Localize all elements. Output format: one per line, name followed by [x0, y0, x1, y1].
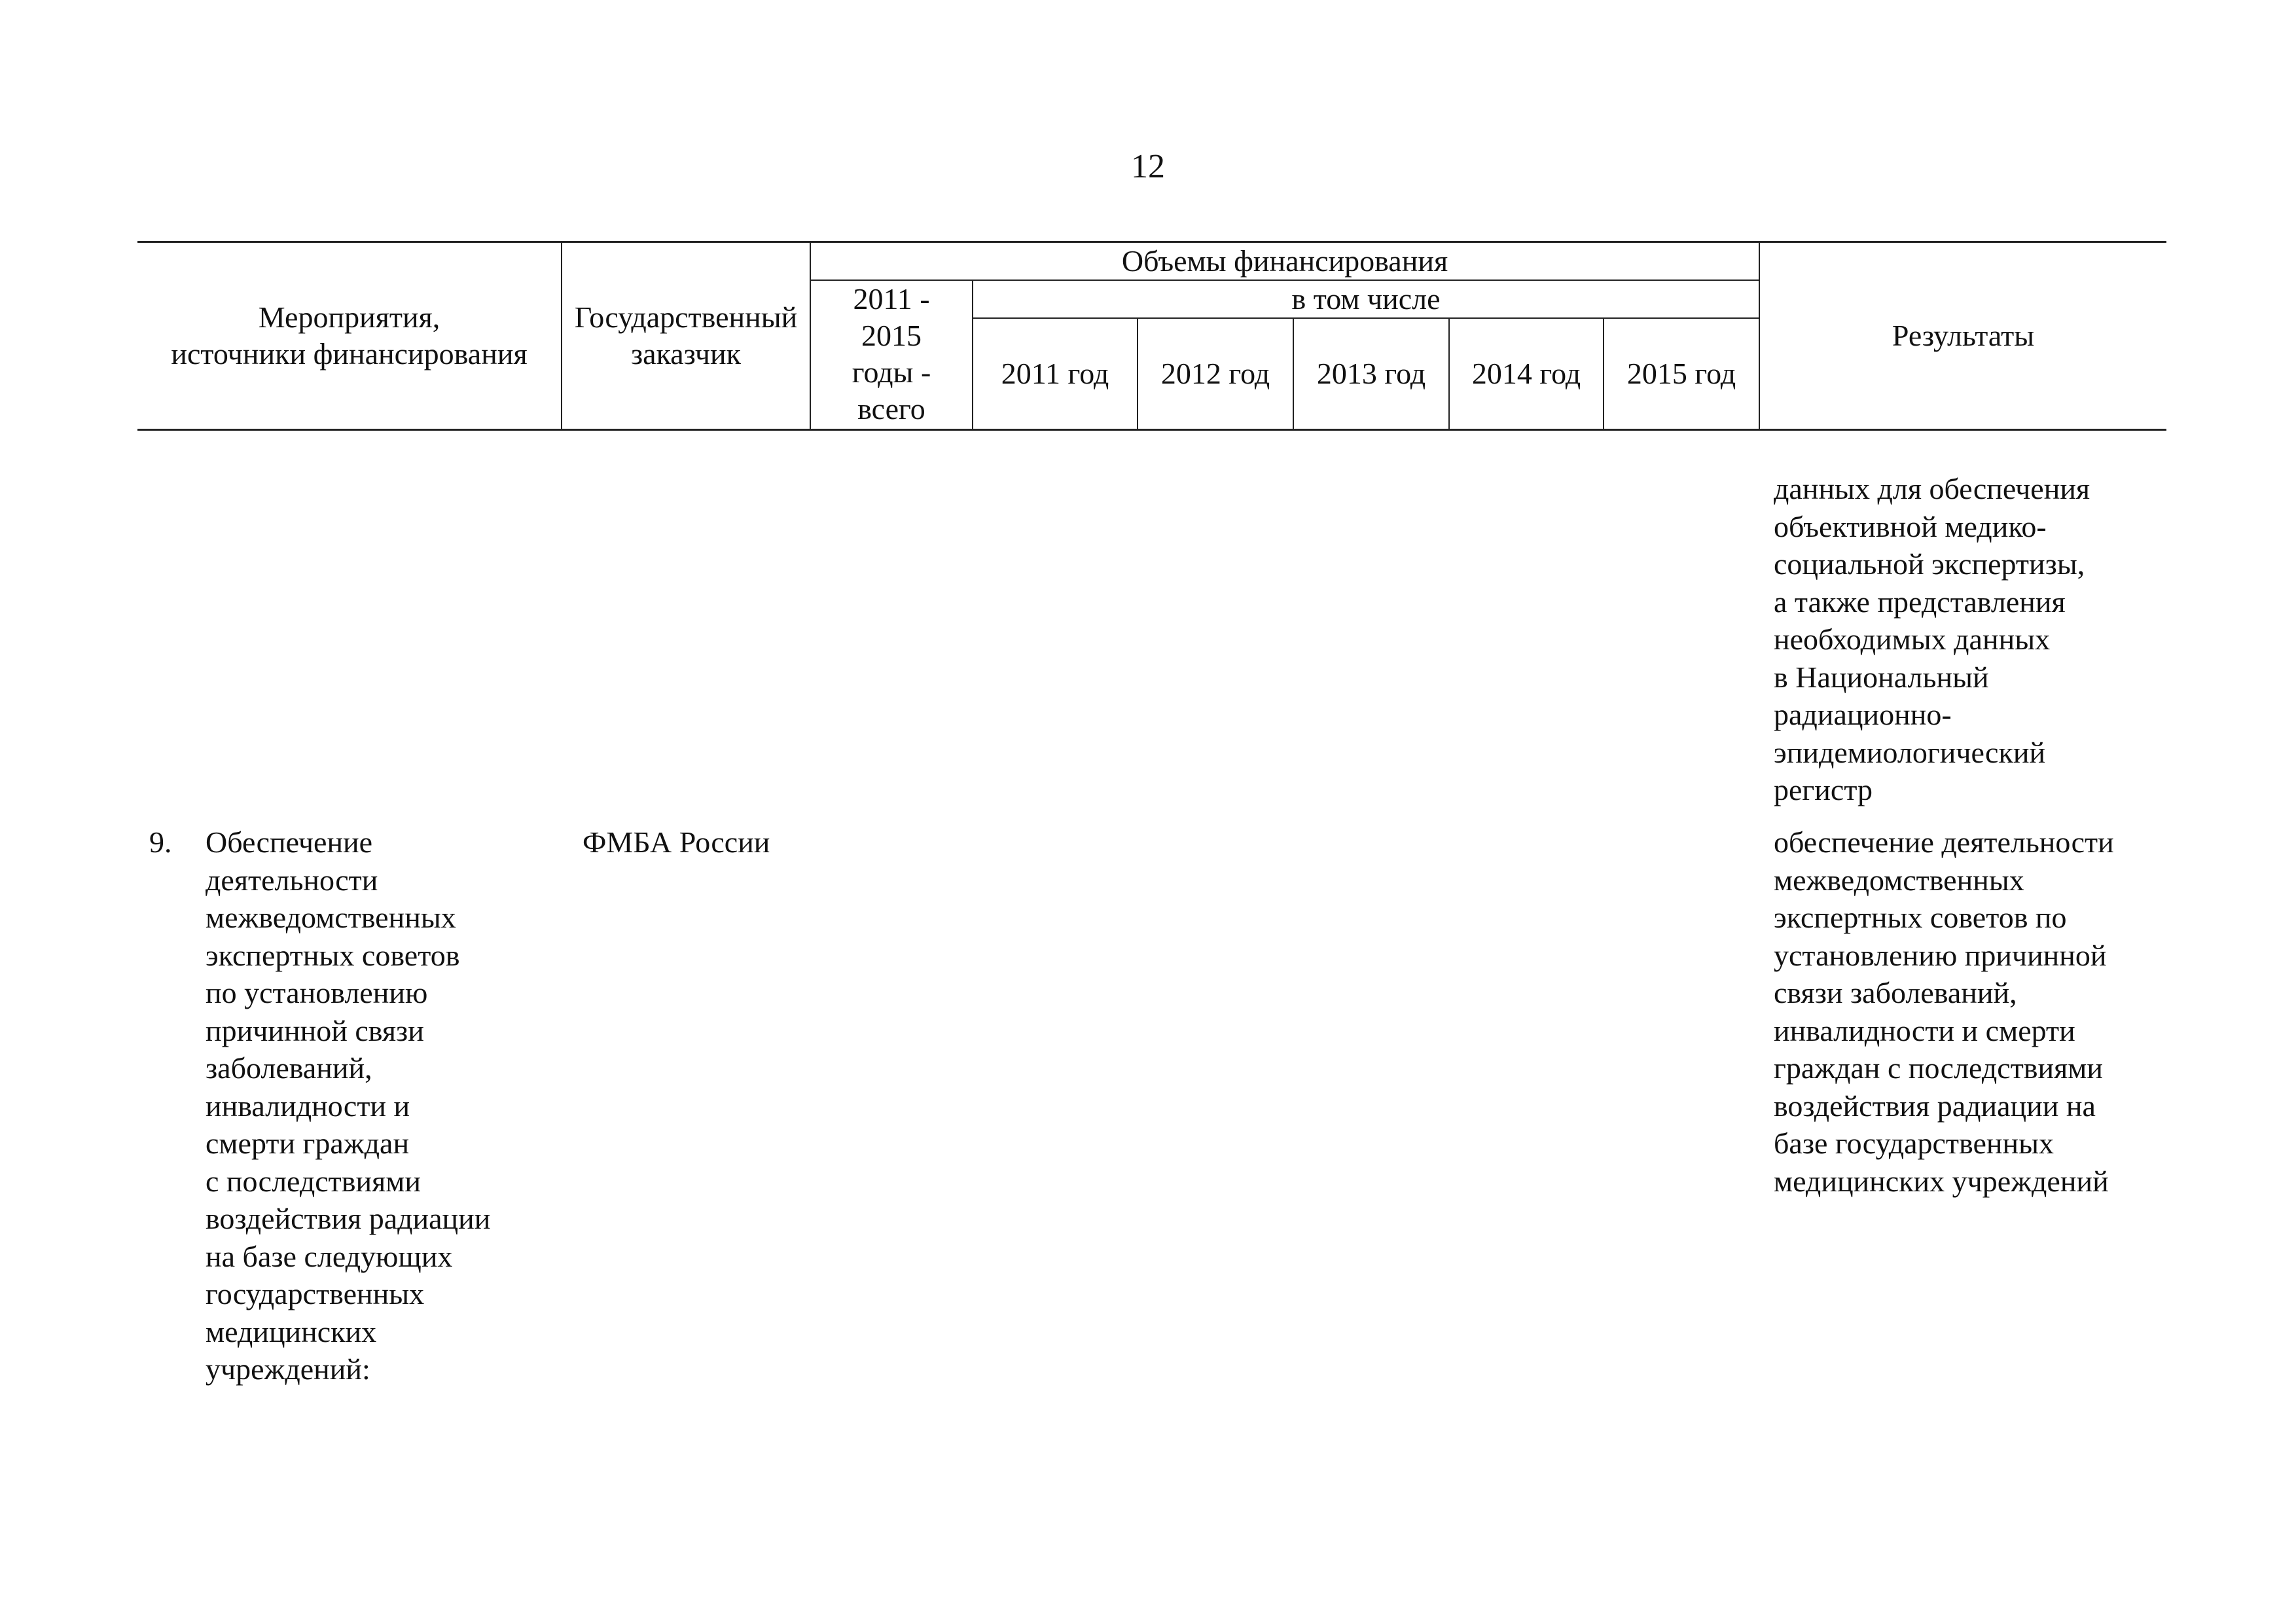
row-9-customer: ФМБА России: [583, 825, 770, 859]
header-including: в том числе: [973, 280, 1759, 318]
row-9-number: 9.: [149, 825, 172, 859]
page-number: 12: [1131, 148, 1165, 185]
header-total-2011-2015: 2011 - 2015 годы - всего: [810, 280, 973, 429]
header-year-2011: 2011 год: [973, 318, 1138, 429]
row-9-event-text: Обеспечение деятельности межведомственных экспертных советов по установлению причинной связи заболеваний, инвалидности и смерти граждан с последствиями воздействия радиации на базе следующих государственных медицинских учреждений:: [206, 825, 491, 1386]
header-events-sources: Мероприятия, источники финансирования: [137, 242, 562, 430]
row-9-result-text: обеспечение деятельности межведомственных экспертных советов по установлению причинной связи заболеваний, инвалидности и смерти граждан с последствиями воздействия радиации на базе государственных медицинских учреждений: [1774, 825, 2114, 1198]
header-funding-volumes: Объемы финансирования: [810, 242, 1759, 281]
header-year-2012: 2012 год: [1138, 318, 1293, 429]
header-year-2013: 2013 год: [1293, 318, 1449, 429]
continued-result-text: данных для обеспечения объективной медико- социальной экспертизы, а также представления необходимых данных в Национальный радиационно- эпидемиологический регистр: [1774, 472, 2090, 806]
header-results: Результаты: [1759, 242, 2166, 430]
header-year-2014: 2014 год: [1449, 318, 1604, 429]
header-state-customer: Государственный заказчик: [562, 242, 810, 430]
header-year-2015: 2015 год: [1604, 318, 1759, 429]
